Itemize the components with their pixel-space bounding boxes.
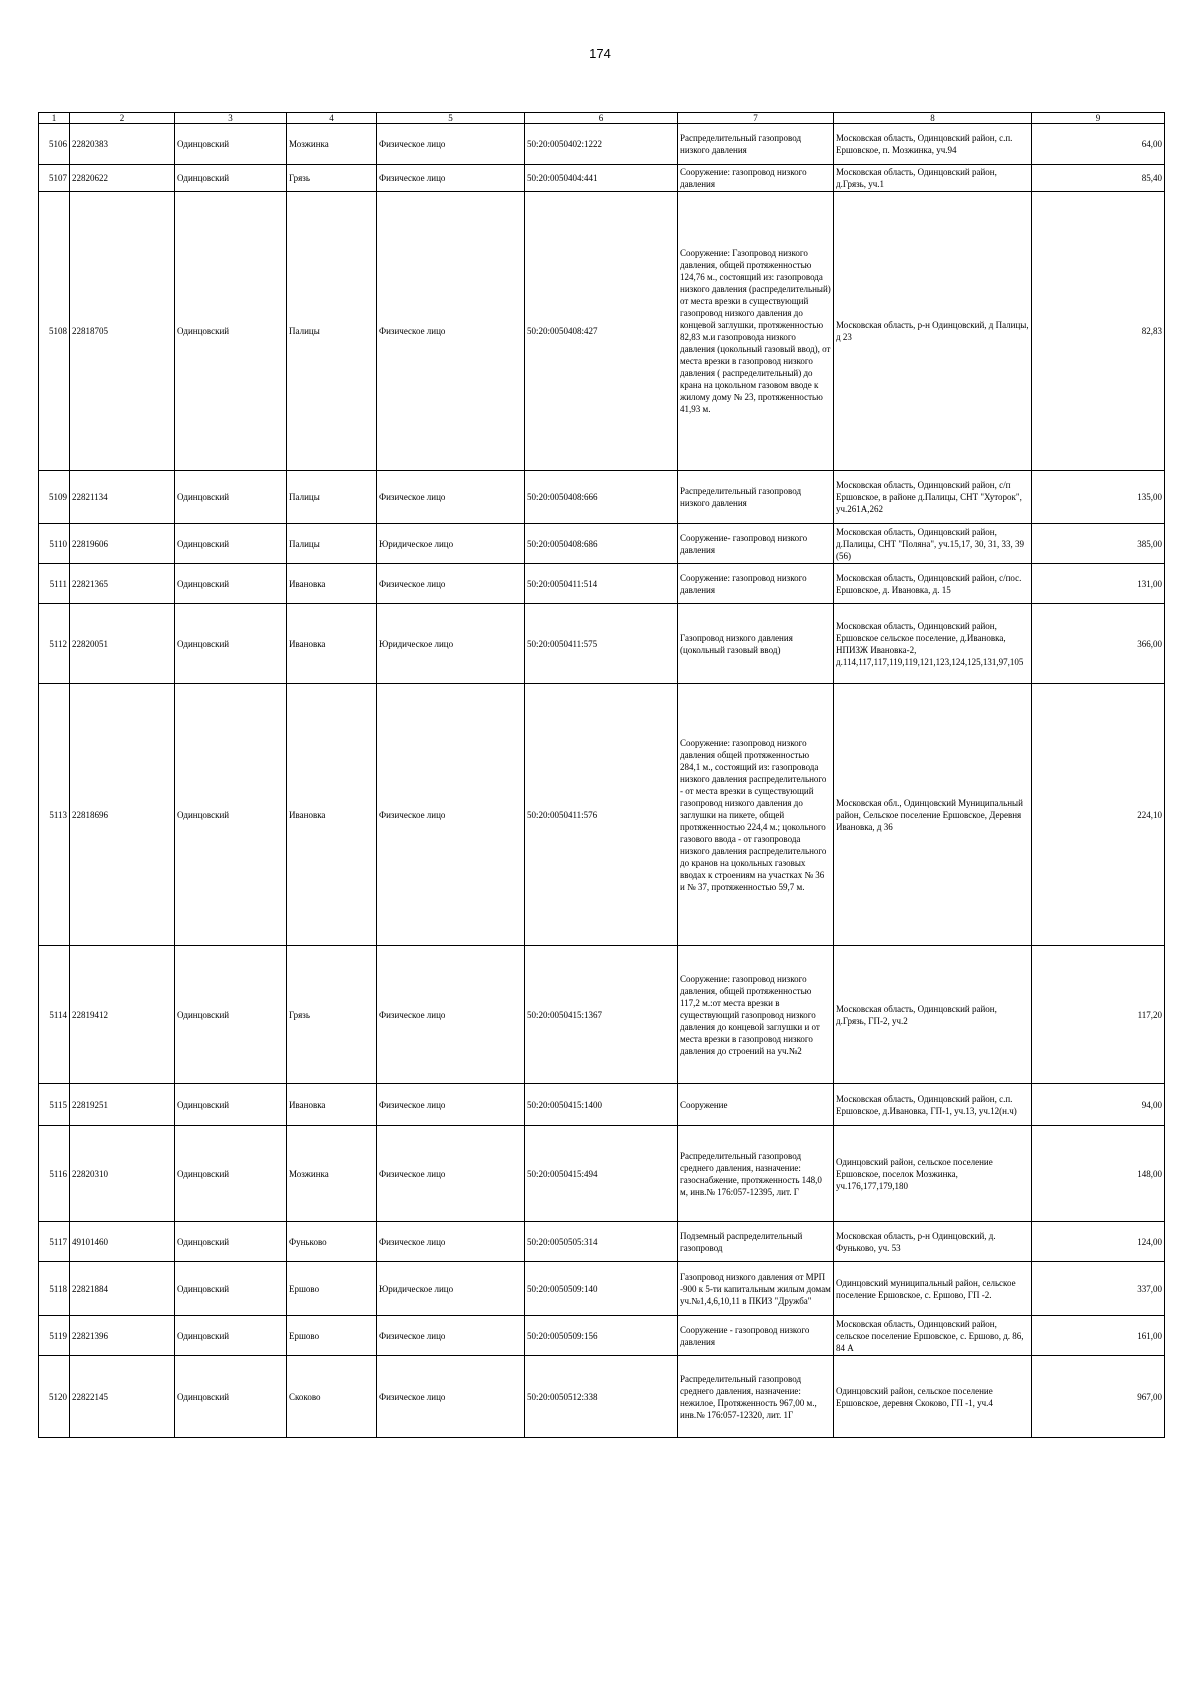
description-cell: Сооружение: Газопровод низкого давления, общей протяженностью 124,76 м., состоящий из: газопровода низкого давления (распределительный) от места врезки в существующий газопровод низкого давления до концевой заглушки, протяженностью 82,83 м.и газопровода низкого давления (цокольный газовый ввод), от места врезки в газопровод низкого давления ( распределительный) до крана на цокольном газовом вводе к жилому дому № 23, протяженностью 41,93 м.	[678, 192, 834, 471]
locality-cell: Палицы	[287, 192, 377, 471]
row-number-cell: 5118	[39, 1262, 70, 1316]
owner-type-cell: Физическое лицо	[377, 124, 525, 165]
cadastral-number-cell: 50:20:0050411:576	[525, 684, 678, 946]
column-header: 6	[525, 113, 678, 124]
table-row	[39, 1262, 1165, 1316]
description-cell: Распределительный газопровод среднего давления, назначение: нежилое, Протяженность 967,00 м., инв.№ 176:057-12320, лит. 1Г	[678, 1356, 834, 1438]
description-cell: Сооружение: газопровод низкого давления	[678, 165, 834, 192]
page-number: 174	[589, 46, 611, 61]
address-cell: Московская область, Одинцовский район, д.Грязь, уч.1	[834, 165, 1032, 192]
description-cell: Сооружение - газопровод низкого давления	[678, 1316, 834, 1356]
owner-type-cell: Физическое лицо	[377, 1126, 525, 1222]
table-row	[39, 471, 1165, 524]
district-cell: Одинцовский	[175, 1356, 287, 1438]
record-id-cell: 22819606	[70, 524, 175, 564]
length-cell: 131,00	[1032, 564, 1165, 604]
column-header: 9	[1032, 113, 1165, 124]
row-number-cell: 5110	[39, 524, 70, 564]
table-row	[39, 1126, 1165, 1222]
locality-cell: Ивановка	[287, 1084, 377, 1126]
owner-type-cell: Юридическое лицо	[377, 524, 525, 564]
locality-cell: Фуньково	[287, 1222, 377, 1262]
locality-cell: Мозжинка	[287, 1126, 377, 1222]
address-cell: Московская область, Одинцовский район, д.Палицы, СНТ "Поляна", уч.15,17, 30, 31, 33, 39 (56)	[834, 524, 1032, 564]
length-cell: 82,83	[1032, 192, 1165, 471]
table-row	[39, 524, 1165, 564]
cadastral-number-cell: 50:20:0050408:427	[525, 192, 678, 471]
row-number-cell: 5113	[39, 684, 70, 946]
description-cell: Распределительный газопровод низкого давления	[678, 124, 834, 165]
length-cell: 224,10	[1032, 684, 1165, 946]
district-cell: Одинцовский	[175, 604, 287, 684]
length-cell: 124,00	[1032, 1222, 1165, 1262]
locality-cell: Палицы	[287, 524, 377, 564]
length-cell: 366,00	[1032, 604, 1165, 684]
district-cell: Одинцовский	[175, 1084, 287, 1126]
description-cell: Распределительный газопровод среднего давления, назначение: газоснабжение, протяженность 148,0 м, инв.№ 176:057-12395, лит. Г	[678, 1126, 834, 1222]
owner-type-cell: Физическое лицо	[377, 165, 525, 192]
description-cell: Сооружение: газопровод низкого давления	[678, 564, 834, 604]
cadastral-number-cell: 50:20:0050415:1400	[525, 1084, 678, 1126]
record-id-cell: 22820310	[70, 1126, 175, 1222]
length-cell: 64,00	[1032, 124, 1165, 165]
address-cell: Одинцовский район, сельское поселение Ершовское, деревня Скоково, ГП -1, уч.4	[834, 1356, 1032, 1438]
record-id-cell: 22820622	[70, 165, 175, 192]
address-cell: Одинцовский муниципальный район, сельское поселение Ершовское, с. Ершово, ГП -2.	[834, 1262, 1032, 1316]
description-cell: Сооружение	[678, 1084, 834, 1126]
record-id-cell: 22818705	[70, 192, 175, 471]
district-cell: Одинцовский	[175, 124, 287, 165]
table-row	[39, 124, 1165, 165]
cadastral-number-cell: 50:20:0050404:441	[525, 165, 678, 192]
district-cell: Одинцовский	[175, 192, 287, 471]
column-header: 2	[70, 113, 175, 124]
row-number-cell: 5111	[39, 564, 70, 604]
owner-type-cell: Физическое лицо	[377, 1356, 525, 1438]
district-cell: Одинцовский	[175, 684, 287, 946]
address-cell: Одинцовский район, сельское поселение Ершовское, поселок Мозжинка, уч.176,177,179,180	[834, 1126, 1032, 1222]
locality-cell: Ершово	[287, 1262, 377, 1316]
owner-type-cell: Юридическое лицо	[377, 604, 525, 684]
address-cell: Московская область, Одинцовский район, с/п Ершовское, в районе д.Палицы, СНТ "Хуторок", уч.261А,262	[834, 471, 1032, 524]
table-row	[39, 1222, 1165, 1262]
district-cell: Одинцовский	[175, 165, 287, 192]
record-id-cell: 22819251	[70, 1084, 175, 1126]
cadastral-number-cell: 50:20:0050408:686	[525, 524, 678, 564]
district-cell: Одинцовский	[175, 1316, 287, 1356]
record-id-cell: 22818696	[70, 684, 175, 946]
record-id-cell: 22819412	[70, 946, 175, 1084]
record-id-cell: 22820383	[70, 124, 175, 165]
length-cell: 85,40	[1032, 165, 1165, 192]
owner-type-cell: Юридическое лицо	[377, 1262, 525, 1316]
owner-type-cell: Физическое лицо	[377, 1316, 525, 1356]
address-cell: Московская область, Одинцовский район, с/пос. Ершовское, д. Ивановка, д. 15	[834, 564, 1032, 604]
table-row	[39, 1356, 1165, 1438]
column-header: 1	[39, 113, 70, 124]
description-cell: Сооружение- газопровод низкого давления	[678, 524, 834, 564]
district-cell: Одинцовский	[175, 1262, 287, 1316]
row-number-cell: 5117	[39, 1222, 70, 1262]
table-row	[39, 165, 1165, 192]
length-cell: 94,00	[1032, 1084, 1165, 1126]
table-row	[39, 604, 1165, 684]
record-id-cell: 22821396	[70, 1316, 175, 1356]
description-cell: Газопровод низкого давления (цокольный газовый ввод)	[678, 604, 834, 684]
cadastral-number-cell: 50:20:0050509:140	[525, 1262, 678, 1316]
column-header: 4	[287, 113, 377, 124]
cadastral-number-cell: 50:20:0050415:494	[525, 1126, 678, 1222]
owner-type-cell: Физическое лицо	[377, 1084, 525, 1126]
address-cell: Московская область, Одинцовский район, с.п. Ершовское, д.Ивановка, ГП-1, уч.13, уч.12(н.ч)	[834, 1084, 1032, 1126]
column-header: 8	[834, 113, 1032, 124]
length-cell: 967,00	[1032, 1356, 1165, 1438]
row-number-cell: 5108	[39, 192, 70, 471]
district-cell: Одинцовский	[175, 1222, 287, 1262]
length-cell: 117,20	[1032, 946, 1165, 1084]
column-number-row	[39, 113, 1165, 124]
owner-type-cell: Физическое лицо	[377, 471, 525, 524]
address-cell: Московская область, р-н Одинцовский, д. Фуньково, уч. 53	[834, 1222, 1032, 1262]
locality-cell: Ершово	[287, 1316, 377, 1356]
district-cell: Одинцовский	[175, 471, 287, 524]
cadastral-number-cell: 50:20:0050411:575	[525, 604, 678, 684]
locality-cell: Ивановка	[287, 564, 377, 604]
owner-type-cell: Физическое лицо	[377, 946, 525, 1084]
locality-cell: Грязь	[287, 165, 377, 192]
record-id-cell: 22821365	[70, 564, 175, 604]
record-id-cell: 49101460	[70, 1222, 175, 1262]
record-id-cell: 22821134	[70, 471, 175, 524]
record-id-cell: 22820051	[70, 604, 175, 684]
column-header: 7	[678, 113, 834, 124]
table-row	[39, 1316, 1165, 1356]
record-id-cell: 22822145	[70, 1356, 175, 1438]
district-cell: Одинцовский	[175, 564, 287, 604]
district-cell: Одинцовский	[175, 946, 287, 1084]
row-number-cell: 5112	[39, 604, 70, 684]
registry-table	[38, 112, 1165, 1438]
owner-type-cell: Физическое лицо	[377, 192, 525, 471]
locality-cell: Мозжинка	[287, 124, 377, 165]
length-cell: 148,00	[1032, 1126, 1165, 1222]
locality-cell: Ивановка	[287, 604, 377, 684]
record-id-cell: 22821884	[70, 1262, 175, 1316]
address-cell: Московская обл., Одинцовский Муниципальный район, Сельское поселение Ершовское, Деревня Ивановка, д 36	[834, 684, 1032, 946]
length-cell: 337,00	[1032, 1262, 1165, 1316]
description-cell: Распределительный газопровод низкого давления	[678, 471, 834, 524]
cadastral-number-cell: 50:20:0050408:666	[525, 471, 678, 524]
district-cell: Одинцовский	[175, 1126, 287, 1222]
row-number-cell: 5120	[39, 1356, 70, 1438]
cadastral-number-cell: 50:20:0050415:1367	[525, 946, 678, 1084]
row-number-cell: 5106	[39, 124, 70, 165]
owner-type-cell: Физическое лицо	[377, 564, 525, 604]
cadastral-number-cell: 50:20:0050512:338	[525, 1356, 678, 1438]
cadastral-number-cell: 50:20:0050402:1222	[525, 124, 678, 165]
description-cell: Сооружение: газопровод низкого давления, общей протяженностью 117,2 м.:от места врезки в существующий газопровод низкого давления до концевой заглушки и от места врезки в газопровод низкого давления до строений на уч.№2	[678, 946, 834, 1084]
address-cell: Московская область, р-н Одинцовский, д Палицы, д 23	[834, 192, 1032, 471]
row-number-cell: 5107	[39, 165, 70, 192]
address-cell: Московская область, Одинцовский район, с.п. Ершовское, п. Мозжинка, уч.94	[834, 124, 1032, 165]
district-cell: Одинцовский	[175, 524, 287, 564]
length-cell: 161,00	[1032, 1316, 1165, 1356]
locality-cell: Грязь	[287, 946, 377, 1084]
row-number-cell: 5109	[39, 471, 70, 524]
length-cell: 385,00	[1032, 524, 1165, 564]
table-row	[39, 1084, 1165, 1126]
table-row	[39, 684, 1165, 946]
locality-cell: Скоково	[287, 1356, 377, 1438]
description-cell: Подземный распределительный газопровод	[678, 1222, 834, 1262]
locality-cell: Ивановка	[287, 684, 377, 946]
owner-type-cell: Физическое лицо	[377, 1222, 525, 1262]
row-number-cell: 5116	[39, 1126, 70, 1222]
cadastral-number-cell: 50:20:0050505:314	[525, 1222, 678, 1262]
table-row	[39, 946, 1165, 1084]
owner-type-cell: Физическое лицо	[377, 684, 525, 946]
cadastral-number-cell: 50:20:0050411:514	[525, 564, 678, 604]
table-row	[39, 564, 1165, 604]
cadastral-number-cell: 50:20:0050509:156	[525, 1316, 678, 1356]
row-number-cell: 5114	[39, 946, 70, 1084]
description-cell: Сооружение: газопровод низкого давления общей протяженностью 284,1 м., состоящий из: газопровода низкого давления распределительного - от места врезки в существующий газопровод низкого давления до заглушки на пикете, общей протяженностью 224,4 м.; цокольного газового ввода - от газопровода низкого давления распределительного до кранов на цокольных газовых вводах к строениям на участках № 36 и № 37, протяженностью 59,7 м.	[678, 684, 834, 946]
description-cell: Газопровод низкого давления от МРП -900 к 5-ти капитальным жилым домам уч.№1,4,6,10,11 в ПКИЗ "Дружба"	[678, 1262, 834, 1316]
address-cell: Московская область, Одинцовский район, сельское поселение Ершовское, с. Ершово, д. 86, 84 А	[834, 1316, 1032, 1356]
address-cell: Московская область, Одинцовский район, д.Грязь, ГП-2, уч.2	[834, 946, 1032, 1084]
length-cell: 135,00	[1032, 471, 1165, 524]
address-cell: Московская область, Одинцовский район, Ершовское сельское поселение, д.Ивановка, НПИЗЖ Ивановка-2, д.114,117,117,119,119,121,123,124,125,131,97,105	[834, 604, 1032, 684]
column-header: 3	[175, 113, 287, 124]
locality-cell: Палицы	[287, 471, 377, 524]
table-row	[39, 192, 1165, 471]
row-number-cell: 5115	[39, 1084, 70, 1126]
column-header: 5	[377, 113, 525, 124]
row-number-cell: 5119	[39, 1316, 70, 1356]
